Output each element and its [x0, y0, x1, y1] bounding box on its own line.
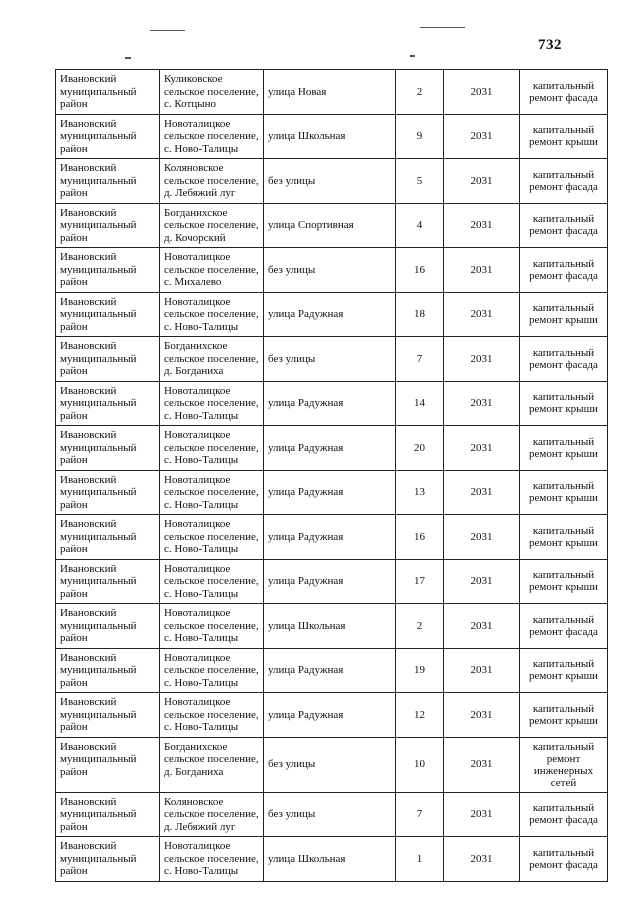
table-row	[56, 693, 608, 738]
work-type-text: капитальный ремонт фасада	[529, 346, 598, 371]
street-text: без улицы	[268, 263, 316, 276]
cell-work-type	[520, 203, 608, 248]
district-text: Ивановский муниципальный район	[60, 251, 137, 288]
cell-district	[56, 737, 160, 792]
house-number-text: 5	[416, 174, 423, 187]
house-number-text: 16	[414, 530, 425, 543]
cell-year	[444, 693, 520, 738]
cell-district	[56, 381, 160, 426]
cell-street	[264, 559, 396, 604]
district-text: Ивановский муниципальный район	[60, 840, 137, 877]
cell-work-type	[520, 292, 608, 337]
settlement-text: Новоталицкое сельское поселение, с. Ново-Талицы	[164, 384, 259, 422]
cell-work-type	[520, 737, 608, 792]
cell-year	[444, 470, 520, 515]
settlement-text: Новоталицкое сельское поселение, с. Ново-Талицы	[164, 518, 259, 555]
work-type-text: капитальный ремонт крыши	[529, 702, 598, 727]
year-text: 2031	[470, 664, 493, 676]
cell-work-type	[520, 515, 608, 560]
year-text: 2031	[470, 352, 493, 365]
house-number-text: 14	[414, 397, 425, 409]
cell-district	[56, 292, 160, 337]
house-number-text: 16	[414, 263, 425, 276]
settlement-text: Новоталицкое сельское поселение, с. Ново-Талицы	[164, 117, 259, 155]
cell-settlement	[160, 837, 264, 882]
cell-year	[444, 248, 520, 293]
cell-settlement	[160, 648, 264, 693]
table-row	[56, 470, 608, 515]
cell-settlement	[160, 292, 264, 337]
cell-work-type	[520, 837, 608, 882]
settlement-text: Новоталицкое сельское поселение, с. Михалево	[164, 251, 259, 288]
work-type-text: капитальный ремонт крыши	[529, 435, 598, 460]
cell-street	[264, 426, 396, 471]
cell-house-number	[396, 203, 444, 248]
cell-house-number	[396, 248, 444, 293]
house-number-text: 12	[414, 708, 425, 721]
district-text: Ивановский муниципальный район	[60, 562, 137, 600]
cell-street	[264, 70, 396, 115]
settlement-text: Богданихское сельское поселение, д. Богданиха	[164, 740, 259, 778]
district-text: Ивановский муниципальный район	[60, 295, 137, 333]
work-type-text: капитальный ремонт крыши	[529, 658, 598, 683]
settlement-text: Новоталицкое сельское поселение, с. Ново-Талицы	[164, 840, 259, 877]
district-text: Ивановский муниципальный район	[60, 795, 137, 833]
settlement-text: Куликовское сельское поселение, с. Котцыно	[164, 73, 259, 110]
cell-district	[56, 693, 160, 738]
settlement-text: Новоталицкое сельское поселение, с. Ново-Талицы	[164, 607, 259, 644]
street-text: улица Радужная	[268, 664, 344, 676]
cell-year	[444, 792, 520, 837]
cell-settlement	[160, 737, 264, 792]
house-number-text: 7	[416, 352, 423, 365]
cell-year	[444, 559, 520, 604]
cell-year	[444, 837, 520, 882]
street-text: улица Радужная	[268, 486, 344, 498]
cell-house-number	[396, 426, 444, 471]
cell-year	[444, 292, 520, 337]
cell-house-number	[396, 381, 444, 426]
cell-year	[444, 515, 520, 560]
settlement-text: Новоталицкое сельское поселение, с. Ново-Талицы	[164, 473, 259, 511]
cell-street	[264, 648, 396, 693]
work-type-text: капитальный ремонт фасада	[529, 213, 598, 238]
settlement-text: Коляновское сельское поселение, д. Лебяжий луг	[164, 795, 259, 833]
house-number-text: 9	[416, 130, 423, 142]
cell-settlement	[160, 515, 264, 560]
settlement-text: Богданихское сельское поселение, д. Богданиха	[164, 340, 259, 377]
cell-house-number	[396, 159, 444, 204]
cell-district	[56, 114, 160, 159]
cell-work-type	[520, 559, 608, 604]
cell-house-number	[396, 693, 444, 738]
work-type-text: капитальный ремонт крыши	[529, 391, 598, 416]
cell-house-number	[396, 515, 444, 560]
district-text: Ивановский муниципальный район	[60, 384, 137, 422]
cell-settlement	[160, 693, 264, 738]
house-number-text: 4	[416, 219, 423, 231]
work-type-text: капитальный ремонт фасада	[529, 168, 598, 193]
work-type-text: капитальный ремонт крыши	[529, 480, 598, 505]
house-number-text: 1	[416, 852, 423, 865]
page-number: 732	[538, 37, 562, 53]
year-text: 2031	[470, 219, 493, 231]
table-row	[56, 604, 608, 649]
cell-year	[444, 381, 520, 426]
cell-work-type	[520, 470, 608, 515]
cell-house-number	[396, 837, 444, 882]
table-row	[56, 248, 608, 293]
work-type-text: капитальный ремонт крыши	[529, 302, 598, 327]
cell-street	[264, 604, 396, 649]
settlement-text: Новоталицкое сельское поселение, с. Ново-Талицы	[164, 562, 259, 600]
settlement-text: Коляновское сельское поселение, д. Лебяжий луг	[164, 162, 259, 199]
work-type-text: капитальный ремонт фасада	[529, 79, 598, 104]
cell-district	[56, 426, 160, 471]
cell-settlement	[160, 337, 264, 382]
table-row	[56, 159, 608, 204]
cell-street	[264, 203, 396, 248]
cell-work-type	[520, 792, 608, 837]
street-text: улица Новая	[268, 85, 327, 98]
street-text: улица Школьная	[268, 852, 346, 865]
cell-work-type	[520, 248, 608, 293]
table-row	[56, 515, 608, 560]
cell-year	[444, 648, 520, 693]
year-text: 2031	[470, 758, 493, 771]
cell-settlement	[160, 792, 264, 837]
cell-street	[264, 381, 396, 426]
district-text: Ивановский муниципальный район	[60, 473, 137, 511]
house-number-text: 20	[414, 441, 425, 454]
street-text: улица Радужная	[268, 708, 344, 721]
year-text: 2031	[470, 486, 493, 498]
cell-settlement	[160, 381, 264, 426]
table-row	[56, 70, 608, 115]
settlement-text: Новоталицкое сельское поселение, с. Ново-Талицы	[164, 696, 259, 733]
district-text: Ивановский муниципальный район	[60, 740, 137, 778]
settlement-text: Новоталицкое сельское поселение, с. Ново-Талицы	[164, 295, 259, 333]
cell-work-type	[520, 337, 608, 382]
cell-district	[56, 515, 160, 560]
cell-settlement	[160, 203, 264, 248]
cell-street	[264, 337, 396, 382]
cell-house-number	[396, 792, 444, 837]
year-text: 2031	[470, 308, 493, 320]
scan-artifact	[410, 55, 415, 57]
street-text: улица Радужная	[268, 441, 344, 454]
cell-house-number	[396, 292, 444, 337]
cell-street	[264, 693, 396, 738]
work-type-text: капитальный ремонт фасада	[529, 613, 598, 638]
cell-work-type	[520, 604, 608, 649]
cell-work-type	[520, 648, 608, 693]
cell-settlement	[160, 159, 264, 204]
work-type-text: капитальный ремонт крыши	[529, 524, 598, 549]
street-text: улица Радужная	[268, 397, 344, 409]
district-text: Ивановский муниципальный район	[60, 651, 137, 689]
house-number-text: 17	[414, 575, 425, 587]
table-row	[56, 114, 608, 159]
cell-year	[444, 70, 520, 115]
district-text: Ивановский муниципальный район	[60, 117, 137, 155]
cell-house-number	[396, 737, 444, 792]
street-text: улица Школьная	[268, 619, 346, 632]
cell-year	[444, 426, 520, 471]
cell-street	[264, 470, 396, 515]
cell-year	[444, 159, 520, 204]
house-number-text: 10	[414, 758, 425, 771]
cell-district	[56, 604, 160, 649]
district-text: Ивановский муниципальный район	[60, 162, 137, 199]
work-type-text: капитальный ремонт фасада	[529, 802, 598, 827]
street-text: улица Радужная	[268, 575, 344, 587]
cell-district	[56, 70, 160, 115]
street-text: без улицы	[268, 174, 316, 187]
cell-house-number	[396, 648, 444, 693]
table-row	[56, 426, 608, 471]
table-row	[56, 292, 608, 337]
district-text: Ивановский муниципальный район	[60, 206, 137, 244]
settlement-text: Богданихское сельское поселение, д. Кочорский	[164, 206, 259, 244]
house-number-text: 19	[414, 664, 425, 676]
table-row	[56, 648, 608, 693]
settlement-text: Новоталицкое сельское поселение, с. Ново-Талицы	[164, 429, 259, 466]
year-text: 2031	[470, 441, 493, 454]
year-text: 2031	[470, 530, 493, 543]
street-text: улица Школьная	[268, 130, 346, 142]
cell-district	[56, 337, 160, 382]
district-text: Ивановский муниципальный район	[60, 340, 137, 377]
work-type-text: капитальный ремонт крыши	[529, 569, 598, 594]
cell-street	[264, 292, 396, 337]
cell-house-number	[396, 470, 444, 515]
street-text: улица Радужная	[268, 530, 344, 543]
table-row	[56, 792, 608, 837]
cell-district	[56, 159, 160, 204]
cell-work-type	[520, 426, 608, 471]
street-text: без улицы	[268, 758, 316, 771]
year-text: 2031	[470, 708, 493, 721]
scan-artifact	[420, 27, 465, 28]
district-text: Ивановский муниципальный район	[60, 518, 137, 555]
work-type-text: капитальный ремонт фасада	[529, 257, 598, 282]
scan-artifact	[125, 57, 131, 59]
house-number-text: 2	[416, 85, 423, 98]
cell-work-type	[520, 693, 608, 738]
house-number-text: 13	[414, 486, 425, 498]
year-text: 2031	[470, 575, 493, 587]
table-row	[56, 203, 608, 248]
cell-year	[444, 604, 520, 649]
table-row	[56, 337, 608, 382]
cell-district	[56, 470, 160, 515]
cell-house-number	[396, 114, 444, 159]
housing-register-table	[55, 69, 608, 882]
year-text: 2031	[470, 619, 493, 632]
cell-district	[56, 559, 160, 604]
cell-district	[56, 203, 160, 248]
street-text: без улицы	[268, 352, 316, 365]
table-row	[56, 737, 608, 792]
cell-house-number	[396, 604, 444, 649]
cell-street	[264, 792, 396, 837]
cell-street	[264, 737, 396, 792]
cell-house-number	[396, 337, 444, 382]
cell-settlement	[160, 70, 264, 115]
cell-year	[444, 114, 520, 159]
year-text: 2031	[470, 174, 493, 187]
cell-work-type	[520, 70, 608, 115]
year-text: 2031	[470, 852, 493, 865]
table-row	[56, 559, 608, 604]
district-text: Ивановский муниципальный район	[60, 696, 137, 733]
work-type-text: капитальный ремонт крыши	[529, 124, 598, 149]
year-text: 2031	[470, 397, 493, 409]
work-type-text: капитальный ремонт инженерных сетей	[532, 740, 595, 789]
table-row	[56, 837, 608, 882]
cell-year	[444, 203, 520, 248]
cell-year	[444, 737, 520, 792]
cell-street	[264, 114, 396, 159]
table-row	[56, 381, 608, 426]
cell-street	[264, 515, 396, 560]
cell-settlement	[160, 114, 264, 159]
year-text: 2031	[470, 85, 493, 98]
cell-settlement	[160, 470, 264, 515]
street-text: улица Спортивная	[268, 219, 354, 231]
settlement-text: Новоталицкое сельское поселение, с. Ново-Талицы	[164, 651, 259, 689]
cell-street	[264, 248, 396, 293]
cell-settlement	[160, 604, 264, 649]
table-body	[56, 70, 608, 882]
house-number-text: 7	[416, 808, 423, 820]
scan-artifact	[150, 30, 185, 31]
cell-district	[56, 837, 160, 882]
cell-district	[56, 648, 160, 693]
cell-district	[56, 792, 160, 837]
work-type-text: капитальный ремонт фасада	[529, 846, 598, 871]
house-number-text: 18	[414, 308, 425, 320]
cell-settlement	[160, 559, 264, 604]
cell-house-number	[396, 70, 444, 115]
street-text: без улицы	[268, 808, 316, 820]
cell-work-type	[520, 381, 608, 426]
cell-street	[264, 837, 396, 882]
cell-settlement	[160, 426, 264, 471]
district-text: Ивановский муниципальный район	[60, 607, 137, 644]
street-text: улица Радужная	[268, 308, 344, 320]
cell-work-type	[520, 159, 608, 204]
cell-house-number	[396, 559, 444, 604]
year-text: 2031	[470, 808, 493, 820]
district-text: Ивановский муниципальный район	[60, 73, 137, 110]
cell-district	[56, 248, 160, 293]
year-text: 2031	[470, 263, 493, 276]
year-text: 2031	[470, 130, 493, 142]
cell-year	[444, 337, 520, 382]
district-text: Ивановский муниципальный район	[60, 429, 137, 466]
cell-street	[264, 159, 396, 204]
cell-work-type	[520, 114, 608, 159]
cell-settlement	[160, 248, 264, 293]
house-number-text: 2	[416, 619, 423, 632]
